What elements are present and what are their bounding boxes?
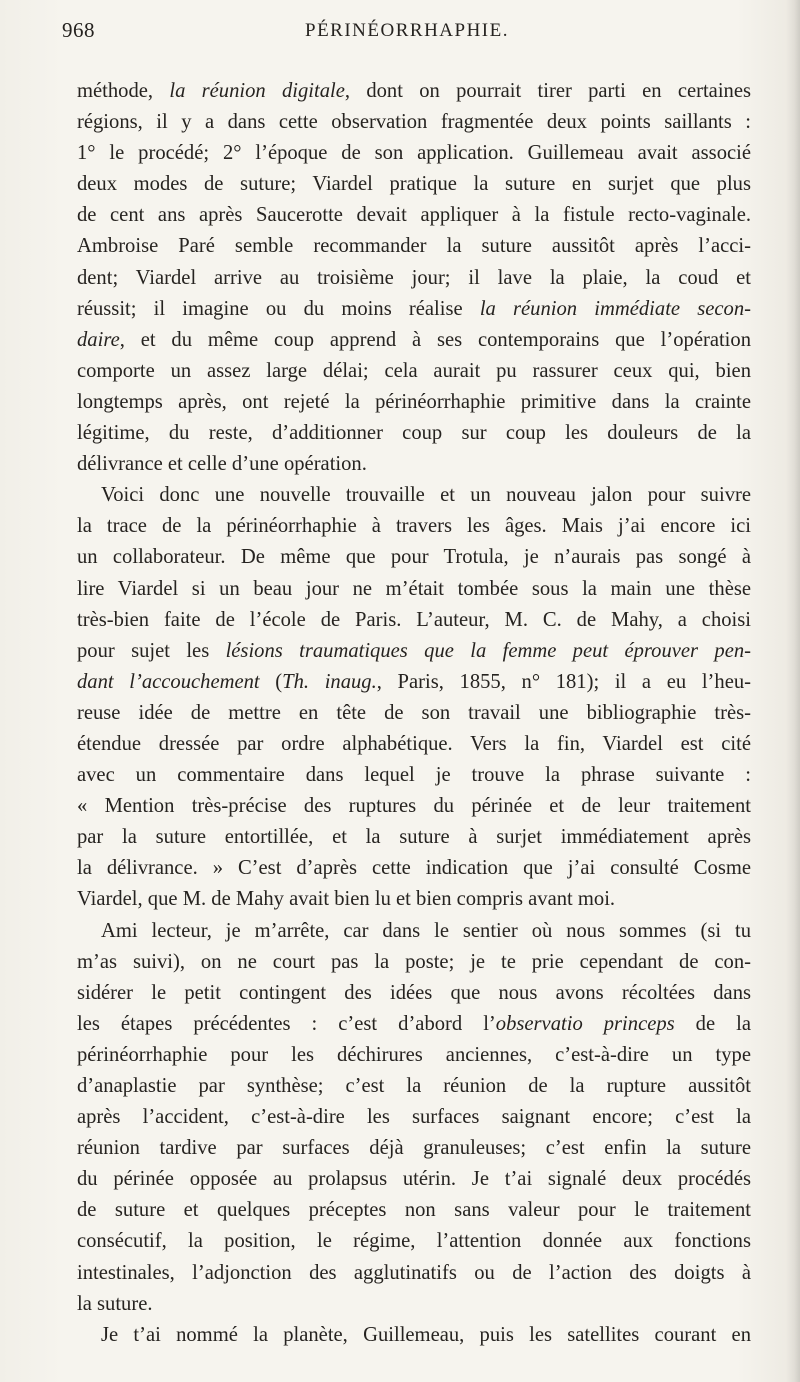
text-run: de cent ans après Saucerotte devait appliquer à la fistule recto-vaginale.	[77, 204, 751, 227]
text-line	[77, 138, 751, 169]
text-line	[77, 231, 751, 262]
text-run: comporte un assez large délai; cela aurait pu rassurer ceux qui, bien	[77, 359, 751, 382]
text-run: délivrance et celle d’une opération.	[77, 453, 367, 476]
text-line	[77, 1258, 751, 1289]
text-run: reuse idée de mettre en tête de son travail une bibliographie très-	[77, 701, 751, 724]
text-run: les étapes précédentes : c’est d’abord	[77, 1012, 484, 1035]
text-run: Ambroise Paré semble recommander la suture aussitôt après l’acci-	[77, 235, 751, 258]
text-run: intestinales, l’adjonction des agglutinatifs ou de l’action des doigts à	[77, 1261, 751, 1284]
text-line	[77, 263, 751, 294]
text-line	[77, 169, 751, 200]
text-run: Ami lecteur, je m’arrête, car dans le sentier où nous sommes (si tu	[101, 919, 751, 942]
page-number: 968	[62, 18, 95, 42]
text-run: 1° le procédé; 2° l’époque de son application. Guillemeau avait associé	[77, 142, 751, 165]
text-run: consécutif, la position, le régime, l’attention donnée aux fonctions	[77, 1230, 751, 1253]
text-line	[77, 916, 751, 947]
text-line	[77, 853, 751, 884]
text-line	[77, 449, 751, 480]
text-line	[77, 1102, 751, 1133]
running-header	[62, 12, 752, 48]
text-run: de la	[674, 1012, 751, 1035]
text-run: Viardel, que M. de Mahy avait bien lu et bien compris avant moi.	[77, 888, 616, 911]
text-line	[77, 574, 751, 605]
text-run: Je t’ai nommé la planète, Guillemeau, puis les satellites courant en	[101, 1323, 751, 1346]
text-run: longtemps après, ont rejeté la périnéorrhaphie primitive dans la crainte	[77, 390, 751, 413]
italic-text: lésions traumatiques que la femme peut éprouver pen-	[225, 639, 751, 662]
text-line	[77, 107, 751, 138]
running-title: PÉRINÉORRHAPHIE.	[305, 20, 509, 41]
italic-text: daire	[77, 328, 120, 351]
text-run: méthode,	[77, 80, 170, 102]
text-line	[77, 542, 751, 573]
page-edge-shadow	[786, 0, 800, 1382]
text-line	[77, 1195, 751, 1226]
text-line	[77, 698, 751, 729]
text-line	[77, 1009, 751, 1040]
text-run: la suture.	[77, 1292, 153, 1315]
text-run: deux modes de suture; Viardel pratique la suture en surjet que plus	[77, 173, 751, 196]
italic-text: la réunion digitale	[169, 80, 345, 102]
text-run: du périnée opposée au prolapsus utérin. Je t’ai signalé deux procédés	[77, 1168, 751, 1191]
text-line	[77, 200, 751, 231]
body-text	[77, 76, 751, 1351]
italic-text: la réunion immédiate secon-	[479, 297, 751, 320]
text-run: après l’accident, c’est-à-dire les surfaces saignant encore; c’est la	[77, 1106, 751, 1129]
text-line	[77, 1289, 751, 1320]
text-run: m’as suivi), on ne court pas la poste; je te prie cependant de con-	[77, 950, 751, 973]
text-run: (	[259, 670, 283, 693]
text-line	[77, 325, 751, 356]
text-run: la délivrance. » C’est d’après cette indication que j’ai consulté Cosme	[77, 857, 751, 880]
text-line	[77, 667, 751, 698]
text-line	[77, 387, 751, 418]
text-line	[77, 356, 751, 387]
text-run: Voici donc une nouvelle trouvaille et un nouveau jalon pour suivre	[101, 484, 751, 507]
text-run: périnéorrhaphie pour les déchirures anciennes, c’est-à-dire un type	[77, 1043, 751, 1066]
text-run: régions, il y a dans cette observation fragmentée deux points saillants :	[77, 111, 751, 134]
text-line	[77, 76, 751, 107]
text-run: , et du même coup apprend à ses contemporains que l’opération	[119, 328, 751, 351]
text-run: étendue dressée par ordre alphabétique. Vers la fin, Viardel est cité	[77, 732, 751, 755]
text-run: réussit; il imagine ou du moins réalise	[77, 297, 480, 320]
text-run: « Mention très-précise des ruptures du périnée et de leur traitement	[77, 795, 751, 818]
text-line	[77, 947, 751, 978]
text-run: lire Viardel si un beau jour ne m’était tombée sous la main une thèse	[77, 577, 751, 600]
italic-text: observatio princeps	[495, 1012, 675, 1035]
text-line	[77, 884, 751, 915]
text-line	[77, 1320, 751, 1351]
text-run: très-bien faite de l’école de Paris. L’auteur, M. C. de Mahy, a choisi	[77, 608, 751, 631]
text-run: pour sujet les	[77, 639, 226, 662]
text-line	[77, 822, 751, 853]
text-run: dent; Viardel arrive au troisième jour; il lave la plaie, la coud et	[77, 266, 751, 289]
text-run: avec un commentaire dans lequel je trouve la phrase suivante :	[77, 764, 751, 787]
text-line	[77, 1226, 751, 1257]
text-run: d’anaplastie par synthèse; c’est la réunion de la rupture aussitôt	[77, 1075, 751, 1097]
italic-text: Th. inaug.	[282, 670, 377, 693]
text-run: réunion tardive par surfaces déjà granuleuses; c’est enfin la suture	[77, 1137, 751, 1160]
text-line	[77, 978, 751, 1009]
text-run: , dont on pourrait tirer parti en certaines	[344, 80, 751, 102]
text-line	[77, 729, 751, 760]
text-line	[77, 636, 751, 667]
text-run: sidérer le petit contingent des idées que nous avons récoltées dans	[77, 981, 751, 1004]
text-line	[77, 511, 751, 542]
text-run: un collaborateur. De même que pour Trotula, je n’aurais pas songé à	[77, 546, 751, 569]
text-run: par la suture entortillée, et la suture à surjet immédiatement après	[77, 826, 751, 849]
italic-text: dant l’accouchement	[77, 670, 260, 693]
text-line	[77, 480, 751, 511]
text-run: légitime, du reste, d’additionner coup sur coup les douleurs de la	[77, 422, 751, 445]
text-line	[77, 294, 751, 325]
text-line	[77, 605, 751, 636]
text-run: , Paris, 1855, n° 181); il a eu l’heu-	[376, 670, 751, 693]
text-run: de suture et quelques préceptes non sans valeur pour le traitement	[77, 1199, 751, 1222]
text-line	[77, 418, 751, 449]
text-line	[77, 1040, 751, 1071]
text-line	[77, 760, 751, 791]
text-run: la trace de la périnéorrhaphie à travers les âges. Mais j’ai encore ici	[77, 515, 751, 538]
text-line	[77, 1133, 751, 1164]
text-line	[77, 1071, 751, 1102]
text-run: l’	[483, 1012, 496, 1035]
text-line	[77, 791, 751, 822]
text-line	[77, 1164, 751, 1195]
